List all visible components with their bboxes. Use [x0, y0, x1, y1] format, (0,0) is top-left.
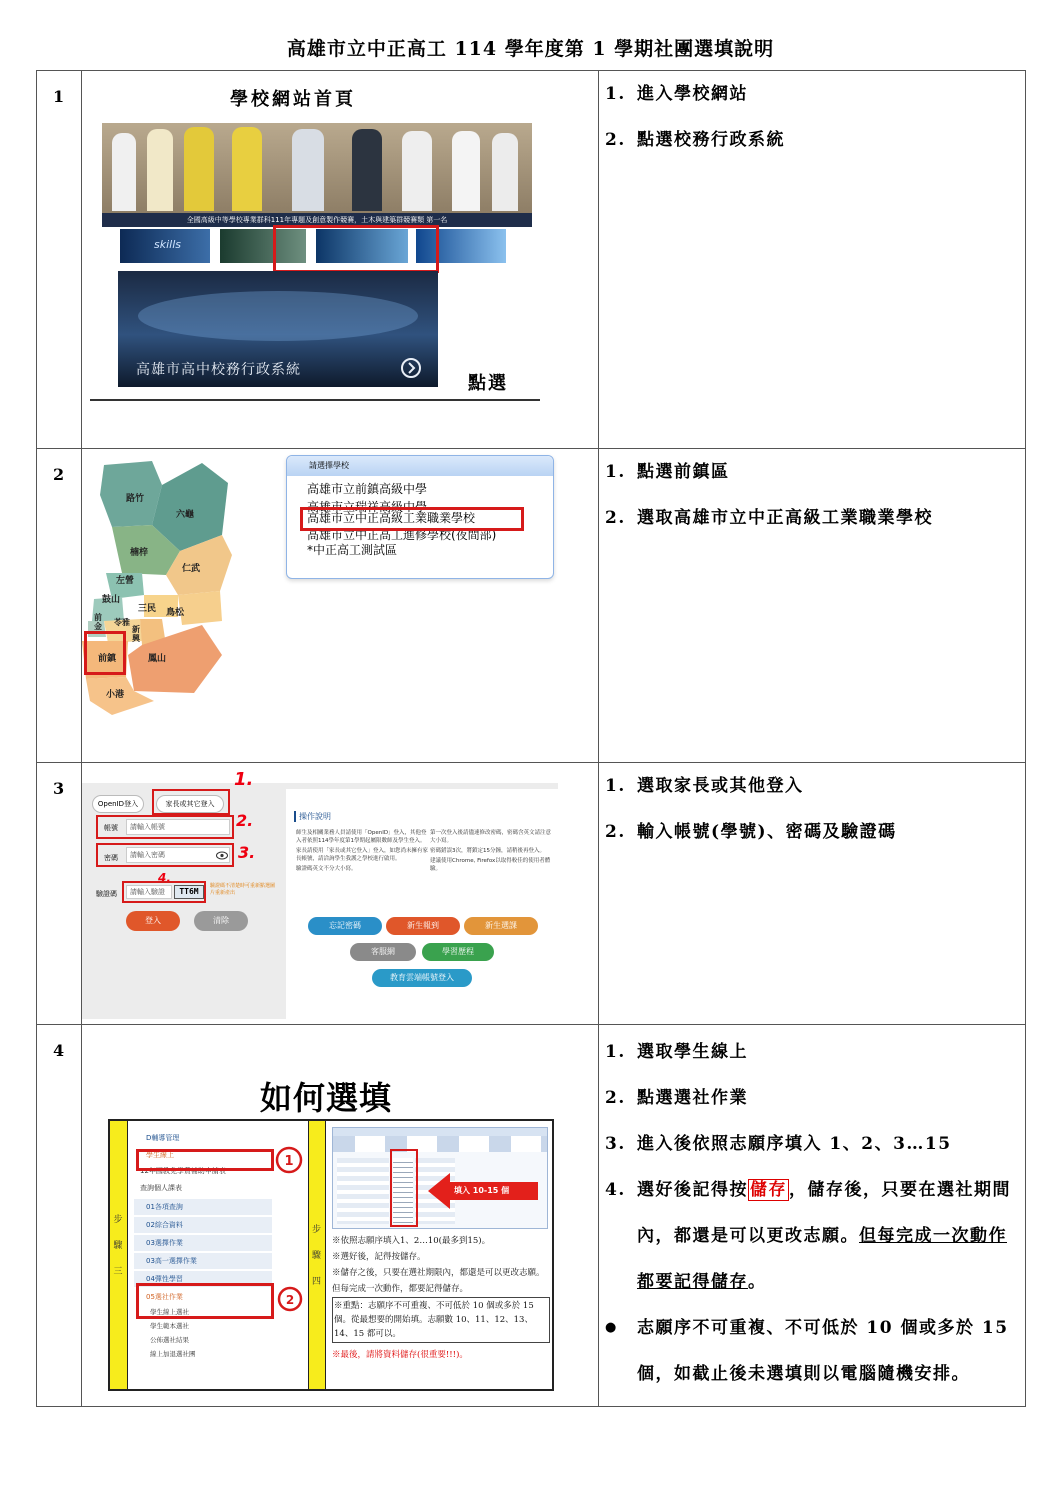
row-number: 1	[37, 71, 82, 449]
learning-portfolio-button[interactable]: 學習歷程	[422, 943, 494, 961]
menu-item[interactable]: 02綜合資料	[134, 1217, 272, 1233]
note-line: ※選好後，記得按儲存。	[332, 1252, 426, 1262]
note-line: ※重點：志願序不可重複、不可低於 10 個或多於 15 個。從最想要的開始填。志願數 10、11、12、13、14、15 都可以。	[332, 1297, 550, 1343]
district-label[interactable]: 鳥松	[166, 608, 185, 618]
school-option[interactable]: 高雄市立瑞祥高級中學	[307, 500, 428, 514]
support-button[interactable]: 客服網	[350, 943, 416, 961]
step-text	[599, 763, 1026, 1025]
school-option-selected[interactable]: 高雄市立中正高級工業職業學校	[307, 511, 476, 525]
school-option[interactable]: *中正高工測試區	[307, 543, 398, 557]
mark-2-icon	[276, 1285, 304, 1313]
step-row	[37, 1025, 1026, 1407]
mark-label: 1	[284, 1154, 294, 1169]
step-list	[605, 1029, 1019, 1397]
clear-button[interactable]: 清除	[194, 911, 248, 931]
menu-item-student-online[interactable]: 學生線上	[146, 1151, 174, 1159]
tab-parent-login[interactable]: 家長或其它登入	[156, 795, 224, 813]
district-label[interactable]: 三民	[138, 604, 157, 614]
help-text: 家長請使用「家長或其它登入」登入，如您尚未擁有家長帳號，請洽詢學生我護之學校進行啟用。	[296, 848, 429, 862]
menu-item[interactable]: 03高一選擇作業	[134, 1253, 272, 1269]
district-screenshot	[82, 449, 599, 763]
step-row	[37, 71, 1026, 449]
login-button[interactable]: 登入	[126, 911, 180, 931]
system-caption: 高雄市高中校務行政系統	[136, 362, 301, 378]
note-line: ※最後，請將資料儲存(很重要!!!)。	[332, 1350, 468, 1360]
step-item: 3. 進入後依照志願序填入 1、2、3…15	[605, 1134, 952, 1154]
page-title: 高雄市立中正高工 114 學年度第 1 學期社團選填說明	[286, 38, 775, 60]
selection-screenshot	[82, 1025, 599, 1407]
selection-notes	[332, 1233, 550, 1363]
menu-subitem[interactable]: 公佈選社結果	[150, 1336, 189, 1344]
highlight-box	[390, 1149, 418, 1227]
highlight-box	[122, 881, 206, 903]
district-label[interactable]: 前金	[94, 613, 102, 631]
cloud-account-login-button[interactable]: 教育雲端帳號登入	[372, 969, 472, 987]
step-item: 1. 選取家長或其他登入	[605, 776, 804, 796]
menu-item-club-selection[interactable]: 05選社作業	[146, 1293, 183, 1301]
step-band-left: 步驟三	[110, 1121, 128, 1389]
district-label[interactable]: 苓雅	[114, 618, 130, 627]
highlight-box	[84, 631, 126, 675]
system-banner[interactable]	[118, 271, 438, 387]
step-item: 2. 點選校務行政系統	[605, 130, 785, 150]
highlight-box	[136, 1149, 274, 1171]
school-option[interactable]: 高雄市立前鎮高級中學	[307, 482, 428, 496]
district-label[interactable]: 新興	[132, 625, 140, 643]
password-label: 密碼	[104, 854, 118, 862]
step-item: 2. 選取高雄市立中正高級工業職業學校	[605, 508, 933, 528]
new-student-course-button[interactable]: 新生選課	[464, 917, 538, 935]
captcha-image[interactable]: TT6M	[174, 885, 204, 899]
menu-header: D輔導管理	[146, 1134, 180, 1142]
highlight-box	[96, 815, 234, 839]
menu-subitem[interactable]: 線上加退選社團	[150, 1350, 196, 1358]
arrow-label: 填入 10-15 個	[454, 1186, 510, 1195]
instruction-panel	[108, 1119, 554, 1391]
captcha-label: 驗證碼	[96, 890, 117, 898]
help-title: 操作說明	[294, 811, 331, 822]
menu-item[interactable]: 04彈性學習	[134, 1271, 272, 1287]
note-line: ※儲存之後，只要在選社期限內，都還是可以更改志願。但每完成一次動作，都要記得儲存。	[332, 1268, 545, 1294]
menu-item[interactable]: 12年國教免學費補助申請表	[140, 1167, 226, 1175]
captcha-input[interactable]: 請輸入驗證	[126, 885, 172, 899]
click-label: 點選	[468, 373, 508, 394]
district-map	[82, 455, 282, 717]
banner-photo	[102, 123, 532, 213]
panel-title: 請選擇學校	[287, 456, 553, 476]
district-label[interactable]: 鼓山	[102, 595, 121, 605]
district-label[interactable]: 楠梓	[130, 548, 149, 558]
menu-item[interactable]: 01各項查詢	[134, 1199, 272, 1215]
step-row	[37, 449, 1026, 763]
district-label[interactable]: 仁武	[182, 564, 201, 574]
help-panel	[286, 789, 558, 1019]
help-text: 密碼錯誤3次，將鎖定15分鐘，請稍後再登入。	[430, 848, 545, 854]
annotation-label: 1.	[234, 769, 254, 790]
step-band-right: 步驟四	[308, 1121, 326, 1389]
row-number: 4	[37, 1025, 82, 1407]
step-item: 1. 選取學生線上	[605, 1042, 748, 1062]
row-number: 3	[37, 763, 82, 1025]
annotation-label: 4.	[158, 871, 171, 885]
how-to-heading: 如何選填	[260, 1079, 393, 1117]
annotation-label: 2.	[236, 811, 254, 830]
banner-caption: 全國高級中等學校專業群科111年專題及創意製作競賽，土木與建築群競賽類 第一名	[102, 213, 532, 227]
password-input[interactable]: 請輸入密碼	[126, 847, 230, 863]
step-row	[37, 763, 1026, 1025]
step-text	[599, 449, 1026, 763]
thumbnail-label: skills	[154, 238, 182, 251]
mark-1-icon	[274, 1145, 304, 1175]
step-item: 1. 進入學校網站	[605, 84, 748, 104]
new-student-checkin-button[interactable]: 新生報到	[386, 917, 460, 935]
step-item: 4. 選好後記得按 儲存 ，儲存後，只要在選社期間內，都還是可以更改志願。但每完成一次動作都要記得儲存。	[605, 1180, 1011, 1292]
highlight-box	[136, 1283, 274, 1319]
help-text: 建議使用Chrome, Firefox以取得較佳的使用者體驗。	[430, 858, 551, 872]
help-text: 第一次登入後請儘速修改密碼，密碼含英文請注意大小寫。	[430, 830, 552, 844]
menu-item[interactable]: 查詢個人課表	[140, 1184, 182, 1192]
tab-openid[interactable]: OpenID登入	[92, 795, 144, 813]
menu-subitem[interactable]: 學生線上選社	[150, 1308, 189, 1316]
highlight-box	[273, 225, 439, 273]
login-screenshot	[82, 763, 599, 1025]
help-text: 驗證碼英文不分大小寫。	[296, 866, 357, 872]
district-label[interactable]: 前鎮	[98, 654, 117, 664]
district-label[interactable]: 鳳山	[148, 654, 167, 664]
step-text	[599, 71, 1026, 449]
annotation-label: 3.	[238, 843, 256, 862]
highlight-box	[96, 843, 234, 867]
account-input[interactable]: 請輸入帳號	[126, 819, 230, 835]
school-option[interactable]: 高雄市立中正高工進修學校(夜間部)	[307, 528, 497, 542]
step-text	[599, 1025, 1026, 1407]
district-label[interactable]: 路竹	[126, 494, 145, 504]
menu-subitem[interactable]: 學生範本選社	[150, 1322, 189, 1330]
note-line: ※依照志願序填入1、2…10(最多到15)。	[332, 1236, 491, 1246]
mark-label: 2	[285, 1293, 295, 1307]
help-text: 師生及相關業務人員請使用「OpenID」登入，其他登入者依照114學年度第1學期起屬限數師及學生登入。	[296, 830, 427, 844]
captcha-hint: 驗證碼不清楚時可重新點選圖片重新產出	[210, 883, 276, 896]
account-label: 帳號	[104, 824, 118, 832]
step-item: 1. 點選前鎮區	[605, 462, 730, 482]
district-label[interactable]: 小港	[106, 690, 125, 700]
bullet-item: ● 志願序不可重複、不可低於 10 個或多於 15 個，如截止後未選填則以電腦隨機安排。	[605, 1318, 1009, 1384]
step-item: 2. 點選選社作業	[605, 1088, 748, 1108]
highlight-box	[152, 789, 230, 815]
district-label[interactable]: 六龜	[176, 510, 195, 520]
district-label[interactable]: 左營	[116, 576, 135, 586]
chevron-right-icon	[400, 357, 422, 379]
screenshot-header: 學校網站首頁	[230, 89, 356, 110]
forgot-password-button[interactable]: 忘記密碼	[308, 917, 382, 935]
instruction-table	[36, 70, 1026, 1407]
menu-item[interactable]: 03選擇作業	[134, 1235, 272, 1251]
website-screenshot	[82, 71, 599, 449]
row-number: 2	[37, 449, 82, 763]
highlight-box	[300, 507, 524, 531]
step-item: 2. 輸入帳號(學號)、密碼及驗證碼	[605, 822, 897, 842]
